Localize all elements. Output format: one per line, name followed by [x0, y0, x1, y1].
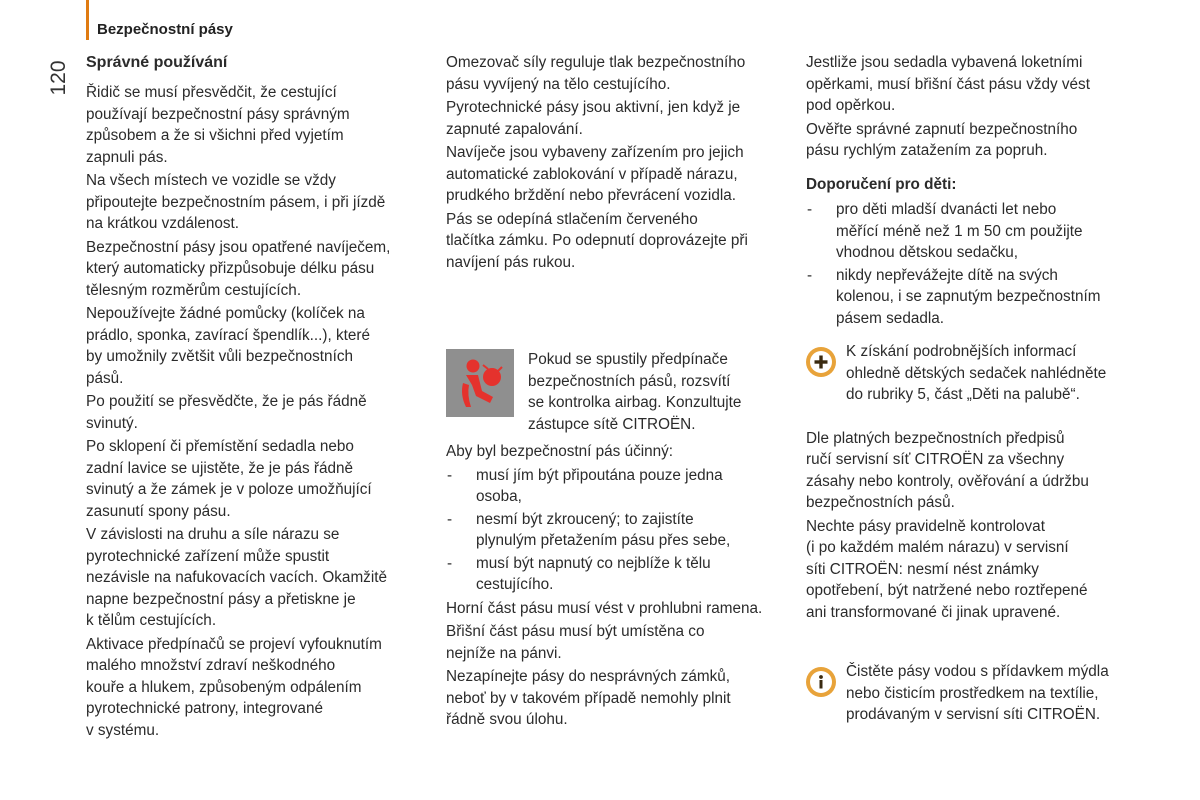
cleaning-note-text: Čistěte pásy vodou s přídavkem mýdla nebo čisticím prostředkem na textílie, prodávaným v servisní síti CITROËN. [846, 663, 1109, 723]
cleaning-note [806, 661, 1151, 726]
paragraph: Řidič se musí přesvědčit, že cestující používají bezpečnostní pásy správným způsobem a že si všichni před vyjetím zapnuli pás. [86, 84, 350, 166]
paragraph: Nepoužívejte žádné pomůcky (kolíček na prádlo, sponka, zavírací špendlík...), které by umožnily zvětšit vůli bezpečnostních pásů. [86, 305, 370, 387]
paragraph: Horní část pásu musí vést v prohlubni ramena. [446, 599, 763, 617]
heading-correct-use: Správné používání [86, 54, 228, 71]
airbag-warning-icon [446, 349, 514, 417]
column-3 [806, 52, 1151, 726]
child-seat-note [806, 341, 1151, 406]
paragraph: Jestliže jsou sedadla vybavená loketními opěrkami, musí břišní část pásu vždy vést pod opěrkou. [806, 54, 1090, 114]
paragraph: V závislosti na druhu a síle nárazu se pyrotechnické zařízení může spustit nezávisle na nafukovacích vacích. Okamžitě napne bezpečnostní pásy a přetiskne je k tělům cestujících. [86, 526, 387, 629]
paragraph: Ověřte správné zapnutí bezpečnostního pásu rychlým zatažením za popruh. [806, 120, 1078, 159]
column-2 [446, 52, 791, 733]
paragraph: Nechte pásy pravidelně kontrolovat (i po každém malém nárazu) v servisní síti CITROËN: nesmí nést známky opotřebení, být natržené nebo roztřepené ani transformované či jinak upravené. [806, 517, 1088, 621]
children-heading: Doporučení pro děti: [806, 175, 957, 193]
list-item: - nikdy nepřevážejte dítě na svých kolenou, i se zapnutým bezpečnostním pásem sedadla. [806, 265, 1151, 330]
airbag-warning-text: Pokud se spustily předpínače bezpečnostních pásů, rozsvítí se kontrolka airbag. Konzultujte zástupce sítě CITROËN. [528, 351, 742, 433]
child-seat-note-text: K získání podrobnějších informací ohledně dětských sedaček nahlédněte do rubriky 5, část „Děti na palubě“. [846, 343, 1107, 403]
list-item: - musí jím být připoutána pouze jedna osoba, [446, 465, 791, 508]
column-1 [86, 52, 431, 743]
airbag-warning-note [446, 349, 791, 435]
paragraph: Nezapínejte pásy do nesprávných zámků, neboť by v takovém případě nemohly plnit řádně svou úlohu. [446, 668, 731, 728]
paragraph: Po použití se přesvědčte, že je pás řádně svinutý. [86, 393, 367, 432]
paragraph: Aktivace předpínačů se projeví vyfouknutím malého množství zdraví neškodného kouře a hlukem, způsobeným odpálením pyrotechnické patrony, integrované v systému. [86, 635, 382, 739]
paragraph: Pyrotechnické pásy jsou aktivní, jen když je zapnuté zapalování. [446, 99, 741, 138]
paragraph: Po sklopení či přemístění sedadla nebo zadní lavice se ujistěte, že je pás řádně svinutý a že zámek je v poloze umožňující zasunutí spony pásu. [86, 438, 372, 520]
paragraph: Dle platných bezpečnostních předpisů ručí servisní síť CITROËN za všechny zásahy nebo kontroly, ověřování a údržbu bezpečnostních pásů. [806, 429, 1089, 511]
children-list [806, 199, 1151, 329]
section-title: Bezpečnostní pásy [97, 21, 233, 38]
paragraph: Břišní část pásu musí být umístěna co nejníže na pánvi. [446, 623, 705, 662]
paragraph: Na všech místech ve vozidle se vždy připoutejte bezpečnostním pásem, i při jízdě na krátkou vzdálenost. [86, 172, 386, 232]
effective-belt-list [446, 465, 791, 596]
info-icon [806, 667, 836, 697]
list-item: - musí být napnutý co nejblíže k tělu cestujícího. [446, 553, 791, 596]
list-item: - nesmí být zkroucený; to zajistíte plynulým přetažením pásu přes sebe, [446, 509, 791, 552]
paragraph: Pás se odepíná stlačením červeného tlačítka zámku. Po odepnutí doprovázejte při navíjení pás rukou. [446, 210, 748, 271]
list-intro: Aby byl bezpečnostní pás účinný: [446, 443, 674, 460]
header-accent-bar [86, 0, 89, 40]
paragraph: Omezovač síly reguluje tlak bezpečnostního pásu vyvíjený na tělo cestujícího. [446, 54, 746, 93]
list-item: - pro děti mladší dvanácti let nebo měřící méně než 1 m 50 cm použijte vhodnou dětskou sedačku, [806, 199, 1151, 264]
plus-info-icon [806, 347, 836, 377]
page-number: 120 [47, 60, 70, 96]
paragraph: Navíječe jsou vybaveny zařízením pro jejich automatické zablokování v případě nárazu, prudkého brždění nebo převrácení vozidla. [446, 144, 744, 204]
paragraph: Bezpečnostní pásy jsou opatřené navíječem, který automaticky přizpůsobuje délku pásu tělesným rozměrům cestujících. [86, 238, 391, 299]
